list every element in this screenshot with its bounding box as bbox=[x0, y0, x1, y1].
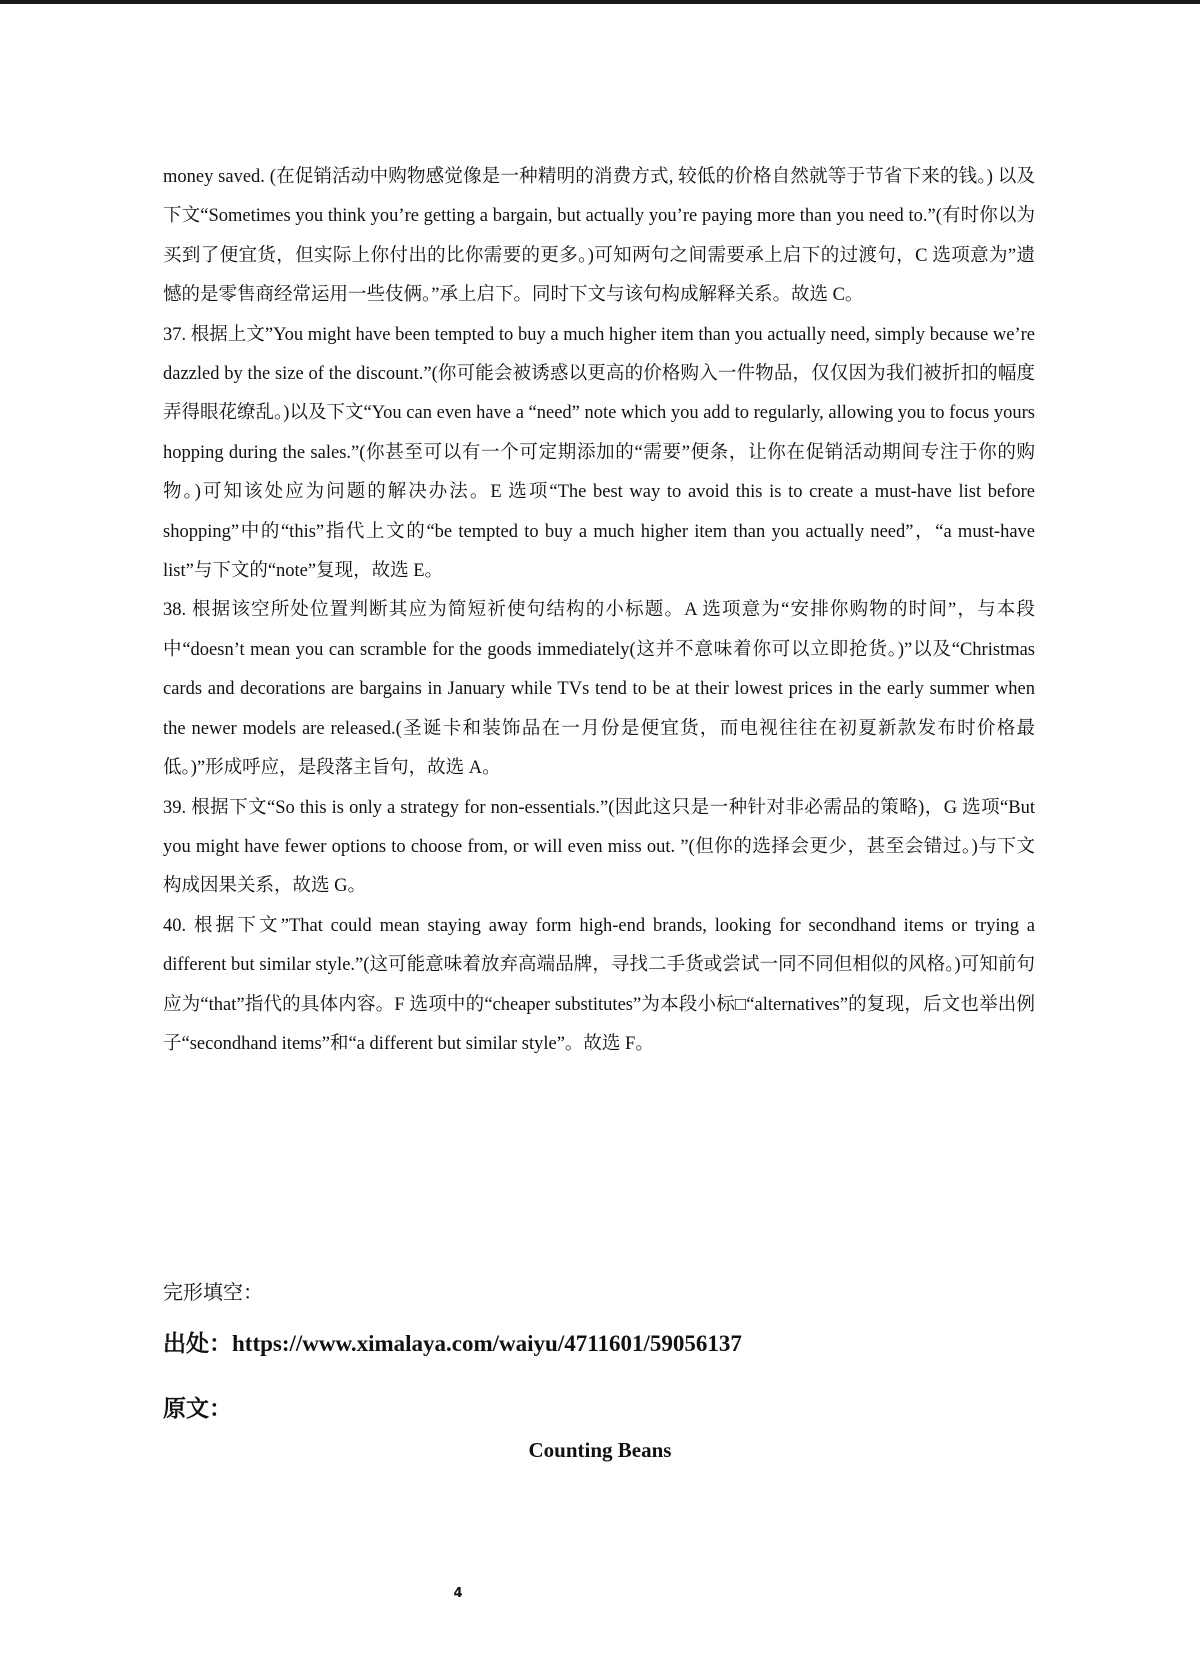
explanation-body bbox=[163, 158, 1035, 1064]
source-line bbox=[163, 1325, 742, 1358]
explanation-paragraph-38: 38. 根据该空所处位置判断其应为简短祈使句结构的小标题。A 选项意为“安排你购物的时间”，与本段中“doesn’t mean you can scramble for the goods immediately(这并不意味着你可以立即抢货。)”以及“Christmas cards and decorations are bargains in January while TVs tend to be at their lowest prices in the early summer when the newer models are released.(圣诞卡和装饰品在一月份是便宜货，而电视往往在初夏新款发布时价格最低。)”形成呼应，是段落主旨句，故选 A。 bbox=[163, 600, 1035, 779]
source-url: https://www.ximalaya.com/waiyu/4711601/59056137 bbox=[232, 1331, 742, 1356]
explanation-paragraph-40: 40. 根据下文”That could mean staying away form high-end brands, looking for secondhand items or trying a different but similar style.”(这可能意味着放弃高端品牌，寻找二手货或尝试一同不同但相似的风格。)可知前句应为“that”指代的具体内容。F 选项中的“cheaper substitutes”为本段小标□“alternatives”的复现，后文也举出例子“secondhand items”和“a different but similar style”。故选 F。 bbox=[163, 915, 1035, 1054]
original-text-heading: 原文： bbox=[163, 1396, 232, 1422]
explanation-section bbox=[163, 158, 1035, 1064]
page-number: 4 bbox=[453, 1586, 463, 1601]
explanation-paragraph-37: 37. 根据上文”You might have been tempted to buy a much higher item than you actually need, simply because we’re dazzled by the size of the discount.”(你可能会被诱惑以更高的价格购入一件物品，仅仅因为我们被折扣的幅度弄得眼花缭乱。)以及下文“You can even have a “need” note which you add to regularly, allowing you to focus yours hopping during the sales.”(你甚至可以有一个可定期添加的“需要”便条，让你在促销活动期间专注于你的购物。)可知该处应为问题的解决办法。E 选项“The best way to avoid this is to create a must-have list before shopping”中的“this”指代上文的“be tempted to buy a much higher item than you actually need”，“a must-have list”与下文的“note”复现，故选 E。 bbox=[163, 324, 1035, 582]
explanation-paragraph-36-tail: money saved. (在促销活动中购物感觉像是一种精明的消费方式, 较低的价格自然就等于节省下来的钱。) 以及下文“Sometimes you think you’re getting a bargain, but actually you’re paying more than you need to.”(有时你以为买到了便宜货，但实际上你付出的比你需要的更多。)可知两句之间需要承上启下的过渡句，C 选项意为”遗憾的是零售商经常运用一些伎俩。”承上启下。同时下文与该句构成解释关系。故选 C。 bbox=[163, 167, 1035, 306]
cloze-heading: 完形填空： bbox=[163, 1280, 263, 1304]
source-label: 出处： bbox=[163, 1331, 232, 1357]
top-border-rule bbox=[0, 0, 1200, 4]
explanation-paragraph-39: 39. 根据下文“So this is only a strategy for non-essentials.”(因此这只是一种针对非必需品的策略)，G 选项“But you might have fewer options to choose from, or will even miss out. ”(但你的选择会更少，甚至会错过。)与下文构成因果关系，故选 G。 bbox=[163, 797, 1035, 897]
article-title: Counting Beans bbox=[528, 1438, 672, 1462]
